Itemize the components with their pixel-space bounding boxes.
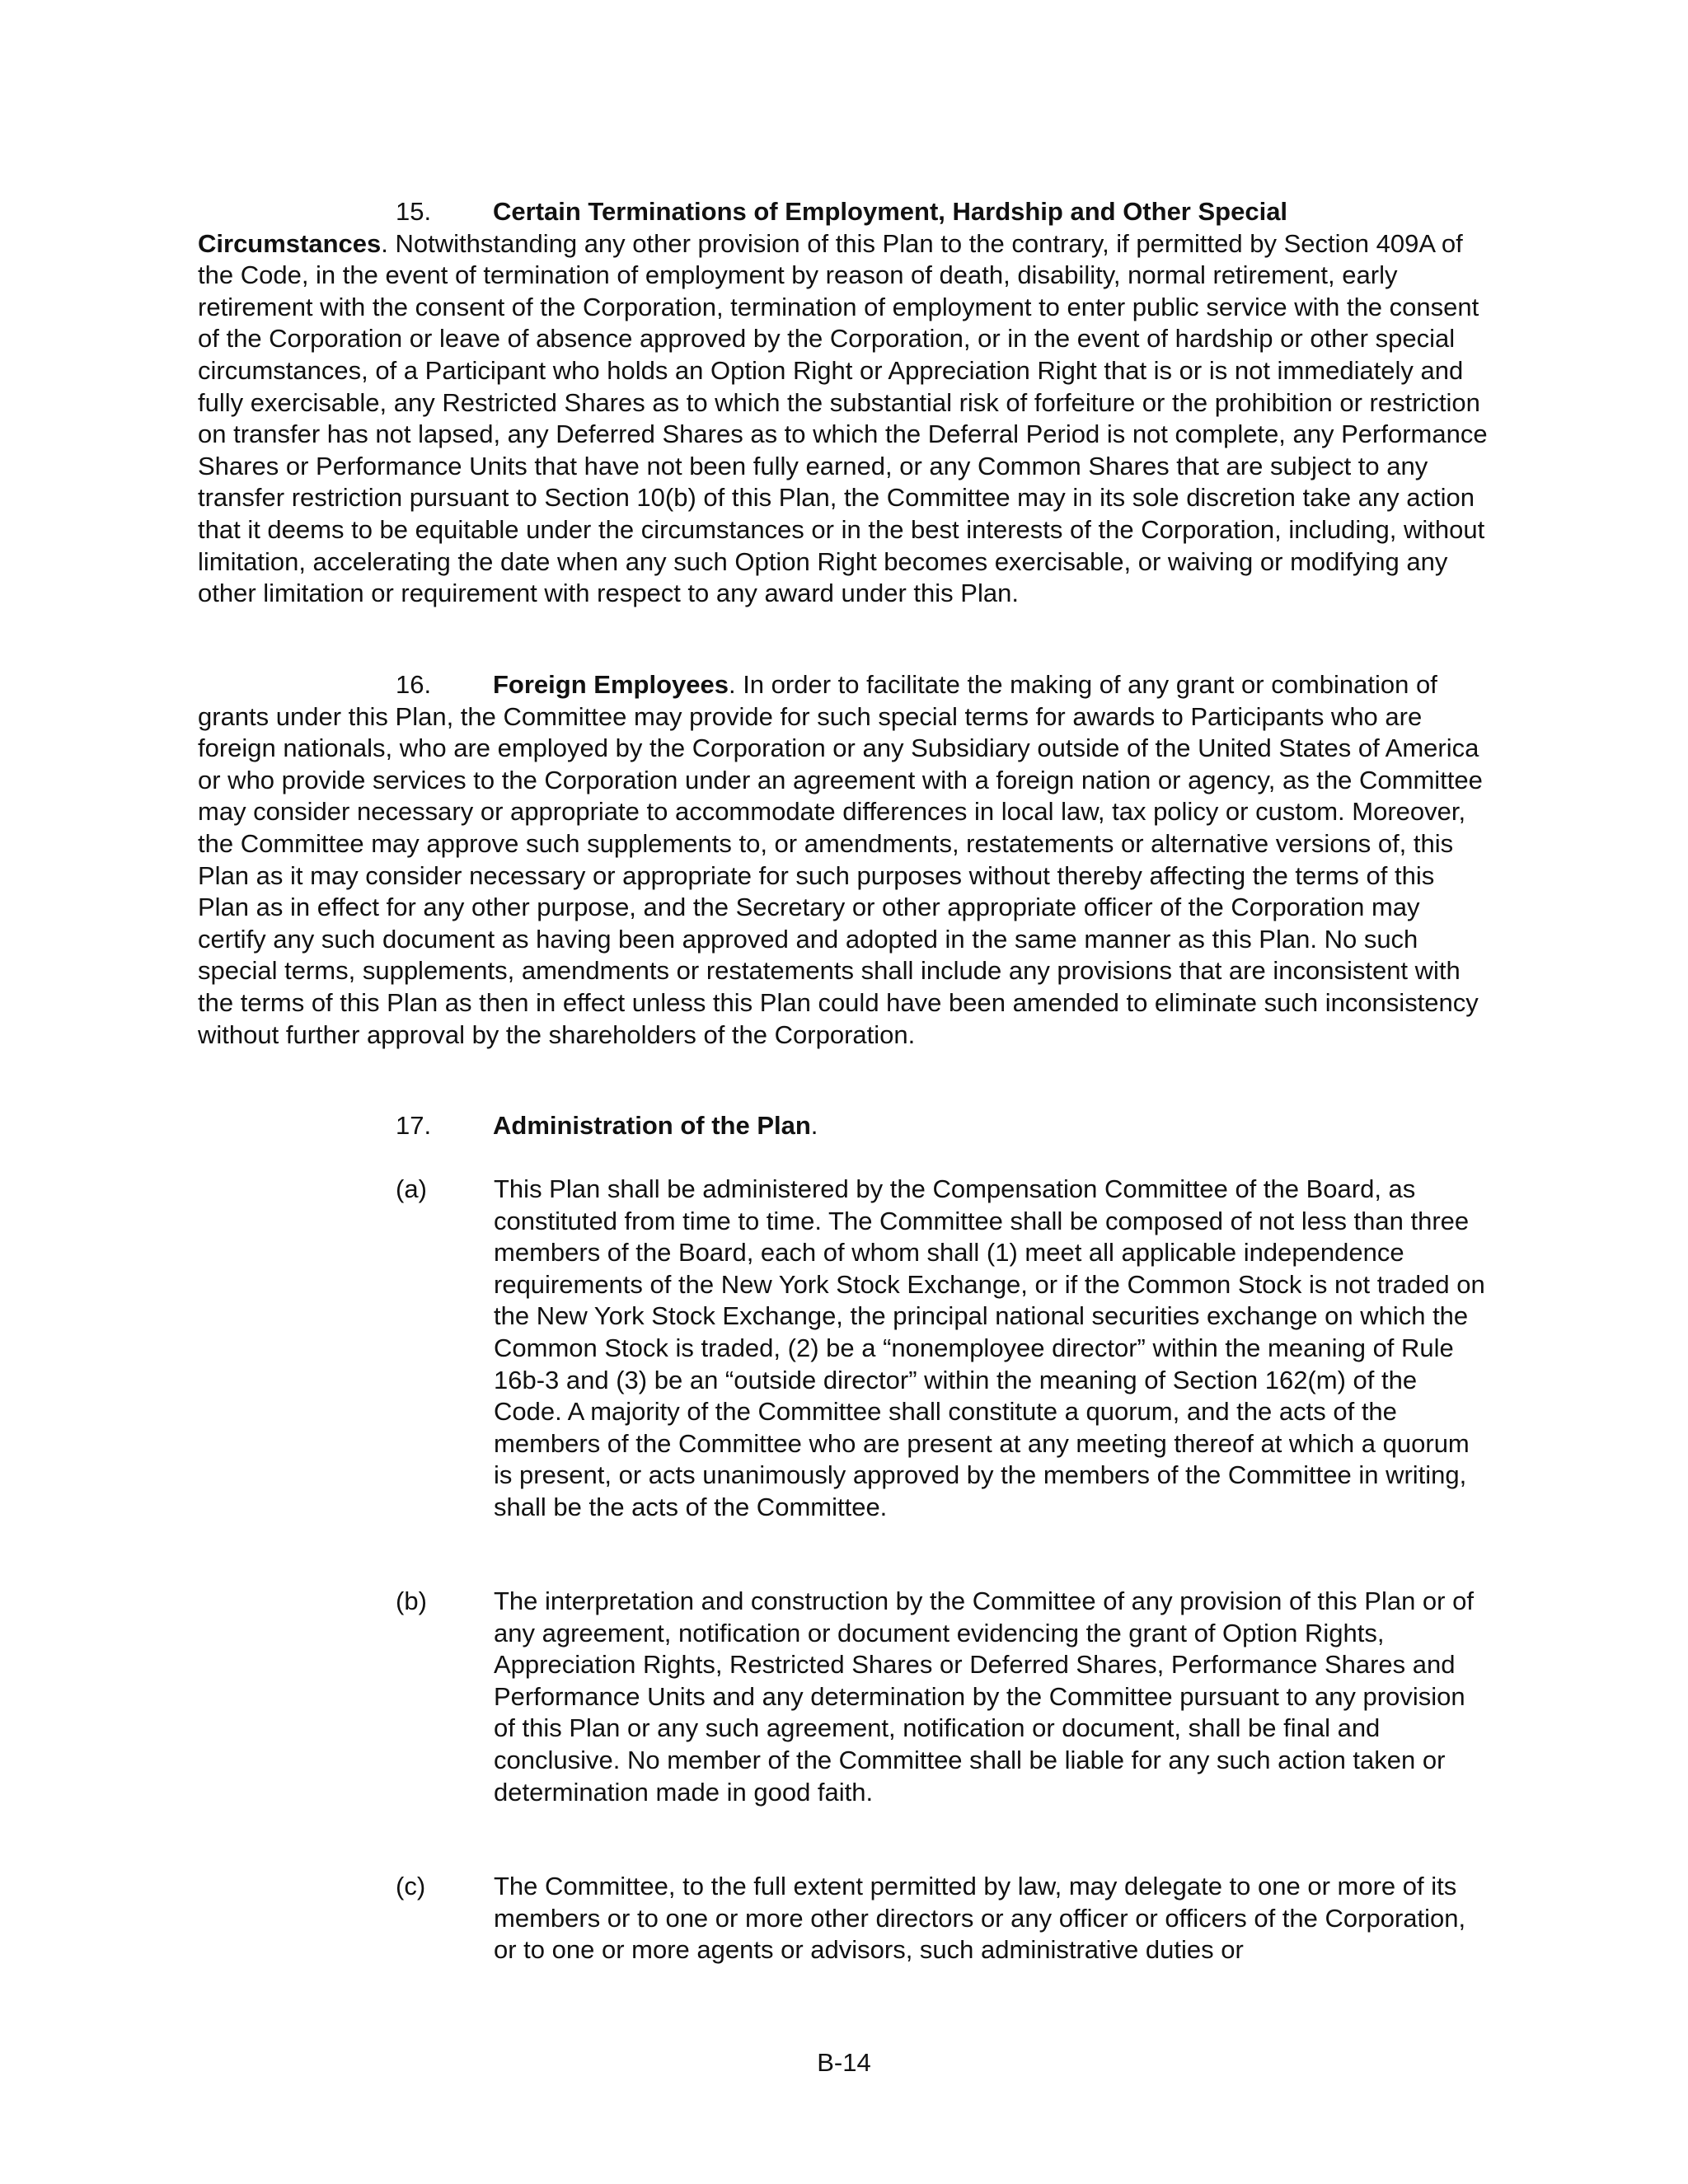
subsection-a <box>396 1174 1492 1524</box>
section-title: Administration of the Plan <box>493 1111 811 1140</box>
section-16 <box>198 669 1488 1051</box>
section-number: 17. <box>396 1111 432 1140</box>
subsection-text: The Committee, to the full extent permitted by law, may delegate to one or more of its members or to one or more other directors or any officer or officers of the Corporation, or to one or more agents or advisors, such administrative duties or <box>494 1872 1466 1965</box>
section-15 <box>198 196 1488 610</box>
section-title: Certain Terminations of Employment, Hardship and Other Special <box>493 197 1288 226</box>
subsection-label: (b) <box>396 1586 427 1615</box>
subsection-text: The interpretation and construction by the Committee of any provision of this Plan or of any agreement, notification or document evidencing the grant of Option Rights, Appreciation Rights, Restricted Shares or Deferred Shares, Performance Shares and Performance Units and any determination by the Committee pursuant to any provision of this Plan or any such agreement, notification or document, shall be final and conclusive. No member of the Committee shall be liable for any such action taken or determination made in good faith. <box>494 1586 1474 1807</box>
section-title: Foreign Employees <box>493 670 729 699</box>
section-17-heading <box>396 1110 818 1142</box>
section-number: 16. <box>396 670 432 699</box>
section-title-period: . <box>810 1111 818 1140</box>
subsection-c <box>396 1871 1492 1966</box>
page-number: B-14 <box>817 2048 871 2077</box>
section-body: . Notwithstanding any other provision of this Plan to the contrary, if permitted by Section 409A of the Code, in the event of termination of employment by reason of death, disability, normal retirement, early retirement with the consent of the Corporation, termination of employment to enter public service with the consent of the Corporation or leave of absence approved by the Corporation, or in the event of hardship or other special circumstances, of a Participant who holds an Option Right or Appreciation Right that is or is not immediately and fully exercisable, any Restricted Shares as to which the substantial risk of forfeiture or the prohibition or restriction on transfer has not lapsed, any Deferred Shares as to which the Deferral Period is not complete, any Performance Shares or Performance Units that have not been fully earned, or any Common Shares that are subject to any transfer restriction pursuant to Section 10(b) of this Plan, the Committee may in its sole discretion take any action that it deems to be equitable under the circumstances or in the best interests of the Corporation, including, without limitation, accelerating the date when any such Option Right becomes exercisable, or waiving or modifying any other limitation or requirement with respect to any award under this Plan. <box>198 228 1488 608</box>
subsection-label: (c) <box>396 1872 426 1900</box>
subsection-label: (a) <box>396 1174 427 1203</box>
section-number: 15. <box>396 197 432 226</box>
subsection-b <box>396 1586 1492 1808</box>
subsection-text: This Plan shall be administered by the Compensation Committee of the Board, as constituted from time to time. The Committee shall be composed of not less than three members of the Board, each of whom shall (1) meet all applicable independence requirements of the New York Stock Exchange, or if the Common Stock is not traded on the New York Stock Exchange, the principal national securities exchange on which the Common Stock is traded, (2) be a “nonemployee director” within the meaning of Rule 16b-3 and (3) be an “outside director” within the meaning of Section 162(m) of the Code. A majority of the Committee shall constitute a quorum, and the acts of the members of the Committee who are present at any meeting thereof at which a quorum is present, or acts unanimously approved by the members of the Committee in writing, shall be the acts of the Committee. <box>494 1174 1485 1521</box>
section-body: . In order to facilitate the making of any grant or combination of grants under this Plan, the Committee may provide for such special terms for awards to Participants who are foreign nationals, who are employed by the Corporation or any Subsidiary outside of the United States of America or who provide services to the Corporation under an agreement with a foreign nation or agency, as the Committee may consider necessary or appropriate to accommodate differences in local law, tax policy or custom. Moreover, the Committee may approve such supplements to, or amendments, restatements or alternative versions of, this Plan as it may consider necessary or appropriate for such purposes without thereby affecting the terms of this Plan as in effect for any other purpose, and the Secretary or other appropriate officer of the Corporation may certify any such document as having been approved and adopted in the same manner as this Plan. No such special terms, supplements, amendments or restatements shall include any provisions that are inconsistent with the terms of this Plan as then in effect unless this Plan could have been amended to eliminate such inconsistency without further approval by the shareholders of the Corporation. <box>198 670 1483 1049</box>
section-title-continued: Circumstances <box>198 228 382 258</box>
